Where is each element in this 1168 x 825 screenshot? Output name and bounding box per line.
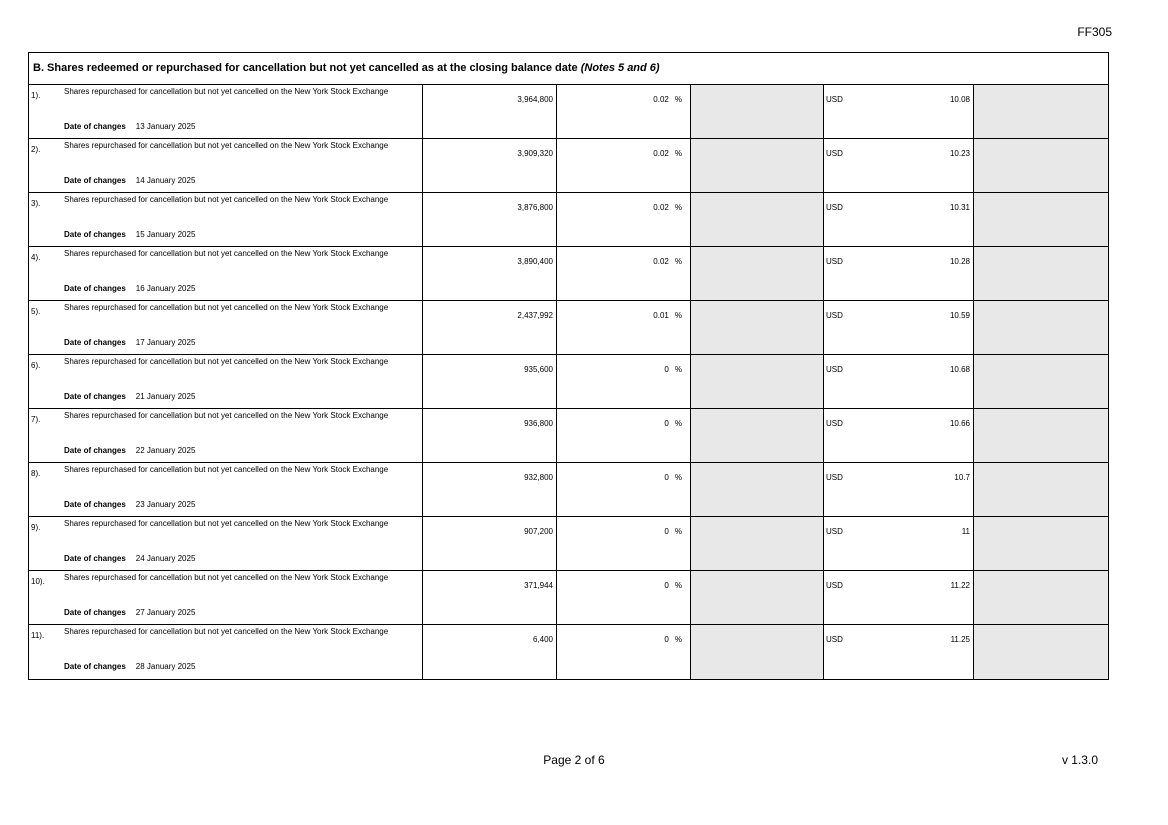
price-cell: [824, 517, 974, 570]
shaded-cell-end: [974, 139, 1108, 192]
shaded-cell-end: [974, 355, 1108, 408]
row-text: [59, 625, 422, 679]
shares-count: 3,876,800: [423, 193, 557, 246]
percentage-value: 0: [664, 365, 669, 374]
row-date: [64, 230, 195, 239]
table-row: [29, 85, 1108, 139]
row-description: Shares repurchased for cancellation but not yet cancelled on the New York Stock Exchange: [64, 627, 389, 636]
percentage-unit: %: [674, 635, 682, 644]
percentage-value: 0: [664, 635, 669, 644]
row-description-cell: [29, 85, 423, 138]
row-text: [59, 463, 422, 516]
row-date: [64, 392, 195, 401]
percentage-value: 0: [664, 581, 669, 590]
percentage-value: 0.02: [653, 95, 669, 104]
row-date: [64, 554, 195, 563]
date-value: 14 January 2025: [135, 176, 196, 185]
percentage-value: 0.02: [653, 149, 669, 158]
date-label: Date of changes: [64, 122, 126, 131]
percentage-unit: %: [674, 581, 682, 590]
row-text: [59, 355, 422, 408]
percentage-value: 0: [664, 419, 669, 428]
section-note: (Notes 5 and 6): [580, 62, 660, 74]
price-cell: [824, 355, 974, 408]
shares-count: 3,964,800: [423, 85, 557, 138]
row-description-cell: [29, 463, 423, 516]
row-description-cell: [29, 355, 423, 408]
date-label: Date of changes: [64, 284, 126, 293]
shares-count: 907,200: [423, 517, 557, 570]
row-number: 11).: [31, 631, 45, 640]
date-value: 22 January 2025: [135, 446, 196, 455]
percentage-unit: %: [674, 473, 682, 482]
price-value: 11: [961, 527, 970, 536]
currency: USD: [826, 311, 843, 320]
row-date: [64, 284, 195, 293]
table-row: [29, 139, 1108, 193]
currency: USD: [826, 257, 843, 266]
shares-count: 935,600: [423, 355, 557, 408]
price-value: 10.23: [949, 149, 970, 158]
date-value: 24 January 2025: [135, 554, 196, 563]
date-label: Date of changes: [64, 500, 126, 509]
row-text: [59, 517, 422, 570]
date-value: 15 January 2025: [135, 230, 196, 239]
row-number: 5).: [31, 307, 41, 316]
currency: USD: [826, 527, 843, 536]
percentage-value: 0: [664, 473, 669, 482]
row-description: Shares repurchased for cancellation but not yet cancelled on the New York Stock Exchange: [64, 357, 389, 366]
percentage-cell: [557, 463, 691, 516]
row-description: Shares repurchased for cancellation but not yet cancelled on the New York Stock Exchange: [64, 519, 389, 528]
shaded-cell: [691, 139, 824, 192]
currency: USD: [826, 203, 843, 212]
shaded-cell-end: [974, 517, 1108, 570]
percentage-cell: [557, 301, 691, 354]
percentage-unit: %: [674, 95, 682, 104]
shaded-cell: [691, 571, 824, 624]
date-label: Date of changes: [64, 608, 126, 617]
row-description-cell: [29, 517, 423, 570]
row-number: 4).: [31, 253, 41, 262]
price-value: 10.7: [954, 473, 970, 482]
row-number: 7).: [31, 415, 41, 424]
shaded-cell-end: [974, 463, 1108, 516]
row-description: Shares repurchased for cancellation but not yet cancelled on the New York Stock Exchange: [64, 195, 389, 204]
price-value: 10.28: [949, 257, 970, 266]
percentage-unit: %: [674, 419, 682, 428]
percentage-cell: [557, 517, 691, 570]
row-date: [64, 662, 195, 671]
date-label: Date of changes: [64, 230, 126, 239]
date-label: Date of changes: [64, 392, 126, 401]
date-value: 23 January 2025: [135, 500, 196, 509]
version: v 1.3.0: [1061, 753, 1098, 767]
row-date: [64, 176, 195, 185]
table-row: [29, 571, 1108, 625]
row-number: 10).: [31, 577, 45, 586]
shaded-cell: [691, 463, 824, 516]
shaded-cell-end: [974, 247, 1108, 300]
row-number: 8).: [31, 469, 41, 478]
row-description-cell: [29, 247, 423, 300]
shares-count: 932,800: [423, 463, 557, 516]
page-number: Page 2 of 6: [543, 753, 605, 767]
shaded-cell: [691, 517, 824, 570]
row-text: [59, 247, 422, 300]
table-row: [29, 301, 1108, 355]
row-number: 3).: [31, 199, 41, 208]
shaded-cell: [691, 85, 824, 138]
row-description-cell: [29, 193, 423, 246]
price-value: 11.25: [950, 635, 970, 644]
row-description: Shares repurchased for cancellation but not yet cancelled on the New York Stock Exchange: [64, 465, 389, 474]
percentage-value: 0.02: [653, 257, 669, 266]
percentage-cell: [557, 247, 691, 300]
row-text: [59, 409, 422, 462]
row-date: [64, 122, 195, 131]
shaded-cell: [691, 625, 824, 679]
percentage-cell: [557, 355, 691, 408]
currency: USD: [826, 473, 843, 482]
table-row: [29, 247, 1108, 301]
shaded-cell-end: [974, 301, 1108, 354]
percentage-cell: [557, 85, 691, 138]
row-description-cell: [29, 625, 423, 679]
date-label: Date of changes: [64, 446, 126, 455]
date-value: 17 January 2025: [135, 338, 196, 347]
price-cell: [824, 139, 974, 192]
shaded-cell: [691, 355, 824, 408]
percentage-unit: %: [674, 257, 682, 266]
table-row: [29, 517, 1108, 571]
percentage-unit: %: [674, 149, 682, 158]
currency: USD: [826, 635, 843, 644]
row-number: 6).: [31, 361, 41, 370]
price-cell: [824, 247, 974, 300]
section-title: [29, 53, 1108, 85]
shares-count: 371,944: [423, 571, 557, 624]
form-code: FF305: [1077, 25, 1112, 39]
shaded-cell-end: [974, 625, 1108, 679]
shares-count: 3,909,320: [423, 139, 557, 192]
price-value: 10.68: [949, 365, 970, 374]
shares-table: [28, 52, 1109, 680]
price-value: 10.66: [949, 419, 970, 428]
row-number: 9).: [31, 523, 41, 532]
percentage-cell: [557, 625, 691, 679]
row-number: 1).: [31, 91, 41, 100]
shaded-cell-end: [974, 85, 1108, 138]
date-value: 28 January 2025: [135, 662, 196, 671]
price-cell: [824, 571, 974, 624]
row-description: Shares repurchased for cancellation but not yet cancelled on the New York Stock Exchange: [64, 87, 389, 96]
currency: USD: [826, 419, 843, 428]
price-value: 10.08: [949, 95, 970, 104]
row-description: Shares repurchased for cancellation but not yet cancelled on the New York Stock Exchange: [64, 573, 389, 582]
row-description: Shares repurchased for cancellation but not yet cancelled on the New York Stock Exchange: [64, 141, 389, 150]
row-date: [64, 500, 195, 509]
table-row: [29, 409, 1108, 463]
date-label: Date of changes: [64, 554, 126, 563]
currency: USD: [826, 581, 843, 590]
date-value: 27 January 2025: [135, 608, 196, 617]
shaded-cell-end: [974, 409, 1108, 462]
table-row: [29, 463, 1108, 517]
row-description-cell: [29, 409, 423, 462]
row-text: [59, 301, 422, 354]
percentage-value: 0: [664, 527, 669, 536]
row-text: [59, 193, 422, 246]
table-body: [29, 85, 1108, 679]
price-cell: [824, 301, 974, 354]
percentage-cell: [557, 409, 691, 462]
row-date: [64, 608, 195, 617]
price-cell: [824, 463, 974, 516]
shares-count: 2,437,992: [423, 301, 557, 354]
price-value: 10.31: [949, 203, 970, 212]
shares-count: 6,400: [423, 625, 557, 679]
row-text: [59, 139, 422, 192]
row-date: [64, 446, 195, 455]
shaded-cell-end: [974, 571, 1108, 624]
row-description-cell: [29, 301, 423, 354]
currency: USD: [826, 149, 843, 158]
price-cell: [824, 85, 974, 138]
date-label: Date of changes: [64, 662, 126, 671]
row-number: 2).: [31, 145, 41, 154]
currency: USD: [826, 365, 843, 374]
percentage-unit: %: [674, 203, 682, 212]
price-cell: [824, 409, 974, 462]
row-description: Shares repurchased for cancellation but not yet cancelled on the New York Stock Exchange: [64, 411, 389, 420]
row-description-cell: [29, 571, 423, 624]
table-row: [29, 193, 1108, 247]
shaded-cell-end: [974, 193, 1108, 246]
percentage-unit: %: [674, 311, 682, 320]
percentage-unit: %: [674, 365, 682, 374]
shaded-cell: [691, 193, 824, 246]
price-value: 10.59: [949, 311, 970, 320]
row-description-cell: [29, 139, 423, 192]
table-row: [29, 355, 1108, 409]
row-description: Shares repurchased for cancellation but not yet cancelled on the New York Stock Exchange: [64, 249, 389, 258]
percentage-unit: %: [674, 527, 682, 536]
row-text: [59, 85, 422, 138]
shaded-cell: [691, 247, 824, 300]
row-text: [59, 571, 422, 624]
percentage-value: 0.01: [653, 311, 669, 320]
date-value: 13 January 2025: [135, 122, 196, 131]
price-cell: [824, 625, 974, 679]
date-label: Date of changes: [64, 176, 126, 185]
percentage-cell: [557, 193, 691, 246]
row-description: Shares repurchased for cancellation but not yet cancelled on the New York Stock Exchange: [64, 303, 389, 312]
table-row: [29, 625, 1108, 679]
percentage-cell: [557, 139, 691, 192]
date-value: 16 January 2025: [135, 284, 196, 293]
date-label: Date of changes: [64, 338, 126, 347]
percentage-value: 0.02: [653, 203, 669, 212]
section-title-text: B. Shares redeemed or repurchased for cancellation but not yet cancelled as at the closing balance date: [33, 62, 578, 74]
currency: USD: [826, 95, 843, 104]
price-cell: [824, 193, 974, 246]
date-value: 21 January 2025: [135, 392, 196, 401]
shaded-cell: [691, 301, 824, 354]
row-date: [64, 338, 195, 347]
shaded-cell: [691, 409, 824, 462]
shares-count: 936,800: [423, 409, 557, 462]
percentage-cell: [557, 571, 691, 624]
price-value: 11.22: [950, 581, 970, 590]
shares-count: 3,890,400: [423, 247, 557, 300]
